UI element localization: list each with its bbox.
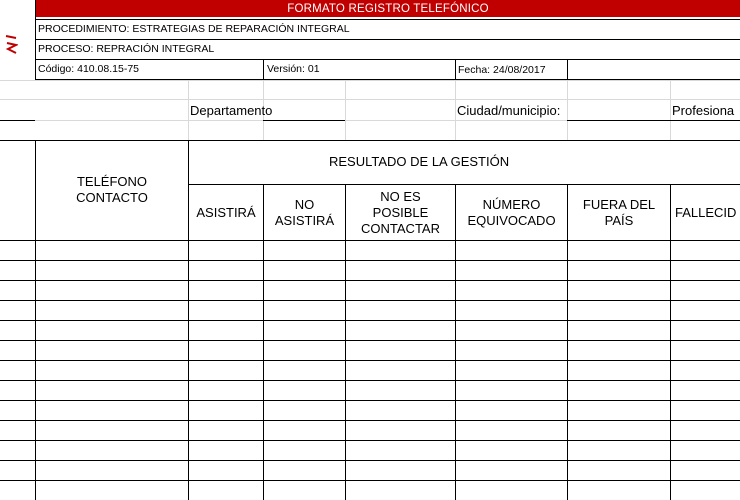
gridline — [567, 80, 568, 140]
table-header-bottom — [0, 240, 740, 241]
rule — [263, 59, 264, 79]
rule — [36, 79, 740, 80]
table-row — [0, 320, 740, 321]
rule — [567, 59, 568, 79]
gridline — [0, 99, 740, 100]
profesional-underline — [670, 120, 740, 121]
gridline — [188, 80, 189, 140]
rule — [36, 39, 740, 40]
numero-equivocado-header — [456, 185, 567, 240]
no-asistira-header — [264, 185, 345, 240]
departamento-label: Departamento — [190, 103, 273, 118]
ciudad-underline — [567, 120, 670, 121]
header-line: PAÍS — [604, 212, 634, 228]
table-row — [0, 480, 740, 481]
table-row — [0, 280, 740, 281]
form-title: FORMATO REGISTRO TELEFÓNICO — [36, 0, 740, 17]
header-line: FUERA DEL — [582, 196, 656, 212]
gridline — [0, 80, 740, 81]
col-rule — [670, 184, 671, 500]
table-row — [0, 340, 740, 341]
asistira-header — [189, 185, 263, 240]
table-row — [0, 360, 740, 361]
no-es-posible-contactar-header — [346, 185, 455, 240]
table-row — [0, 420, 740, 421]
profesional-label: Profesiona — [672, 103, 735, 118]
gridline — [345, 80, 346, 140]
header-line: POSIBLE — [372, 204, 429, 220]
header-line: FALLECID — [675, 204, 737, 220]
header-line: NÚMERO — [482, 196, 541, 212]
header-line: NO ES — [380, 188, 421, 204]
table-row — [0, 380, 740, 381]
table-row — [0, 400, 740, 401]
telefono-contacto-header — [36, 172, 188, 208]
rule — [455, 59, 456, 79]
proceso-label: PROCESO: REPRACIÓN INTEGRAL — [38, 43, 215, 55]
header-line: EQUIVOCADO — [467, 212, 556, 228]
rule — [35, 0, 36, 80]
table-row — [0, 260, 740, 261]
header-line: NO — [294, 196, 315, 212]
ciudad-label: Ciudad/municipio: — [457, 103, 561, 118]
header-line: CONTACTO — [76, 190, 148, 205]
header-line: TELÉFONO — [76, 174, 148, 189]
logo-fragment — [0, 18, 35, 60]
fecha-label: Fecha: 24/08/2017 — [458, 64, 546, 76]
resultado-gestion-header: RESULTADO DE LA GESTIÓN — [329, 154, 510, 169]
departamento-underline — [263, 120, 345, 121]
codigo-label: Código: 410.08.15-75 — [38, 63, 139, 75]
header-line: ASISTIRÁ — [274, 212, 335, 228]
header-line: CONTACTAR — [361, 220, 440, 236]
field-underline — [0, 120, 35, 121]
fuera-del-pais-header — [568, 185, 670, 240]
table-row — [0, 300, 740, 301]
header-line: ASISTIRÁ — [196, 204, 256, 220]
table-row — [0, 460, 740, 461]
logo-icon — [4, 34, 18, 56]
table-row — [0, 440, 740, 441]
gridline — [670, 80, 671, 140]
gridline — [455, 80, 456, 140]
procedimiento-label: PROCEDIMIENTO: ESTRATEGIAS DE REPARACIÓN INTEGRAL — [38, 23, 350, 35]
version-label: Versión: 01 — [267, 63, 320, 75]
table-top-rule — [0, 140, 740, 141]
rule — [36, 19, 740, 20]
rule — [36, 59, 740, 60]
fallecido-header — [675, 185, 740, 240]
